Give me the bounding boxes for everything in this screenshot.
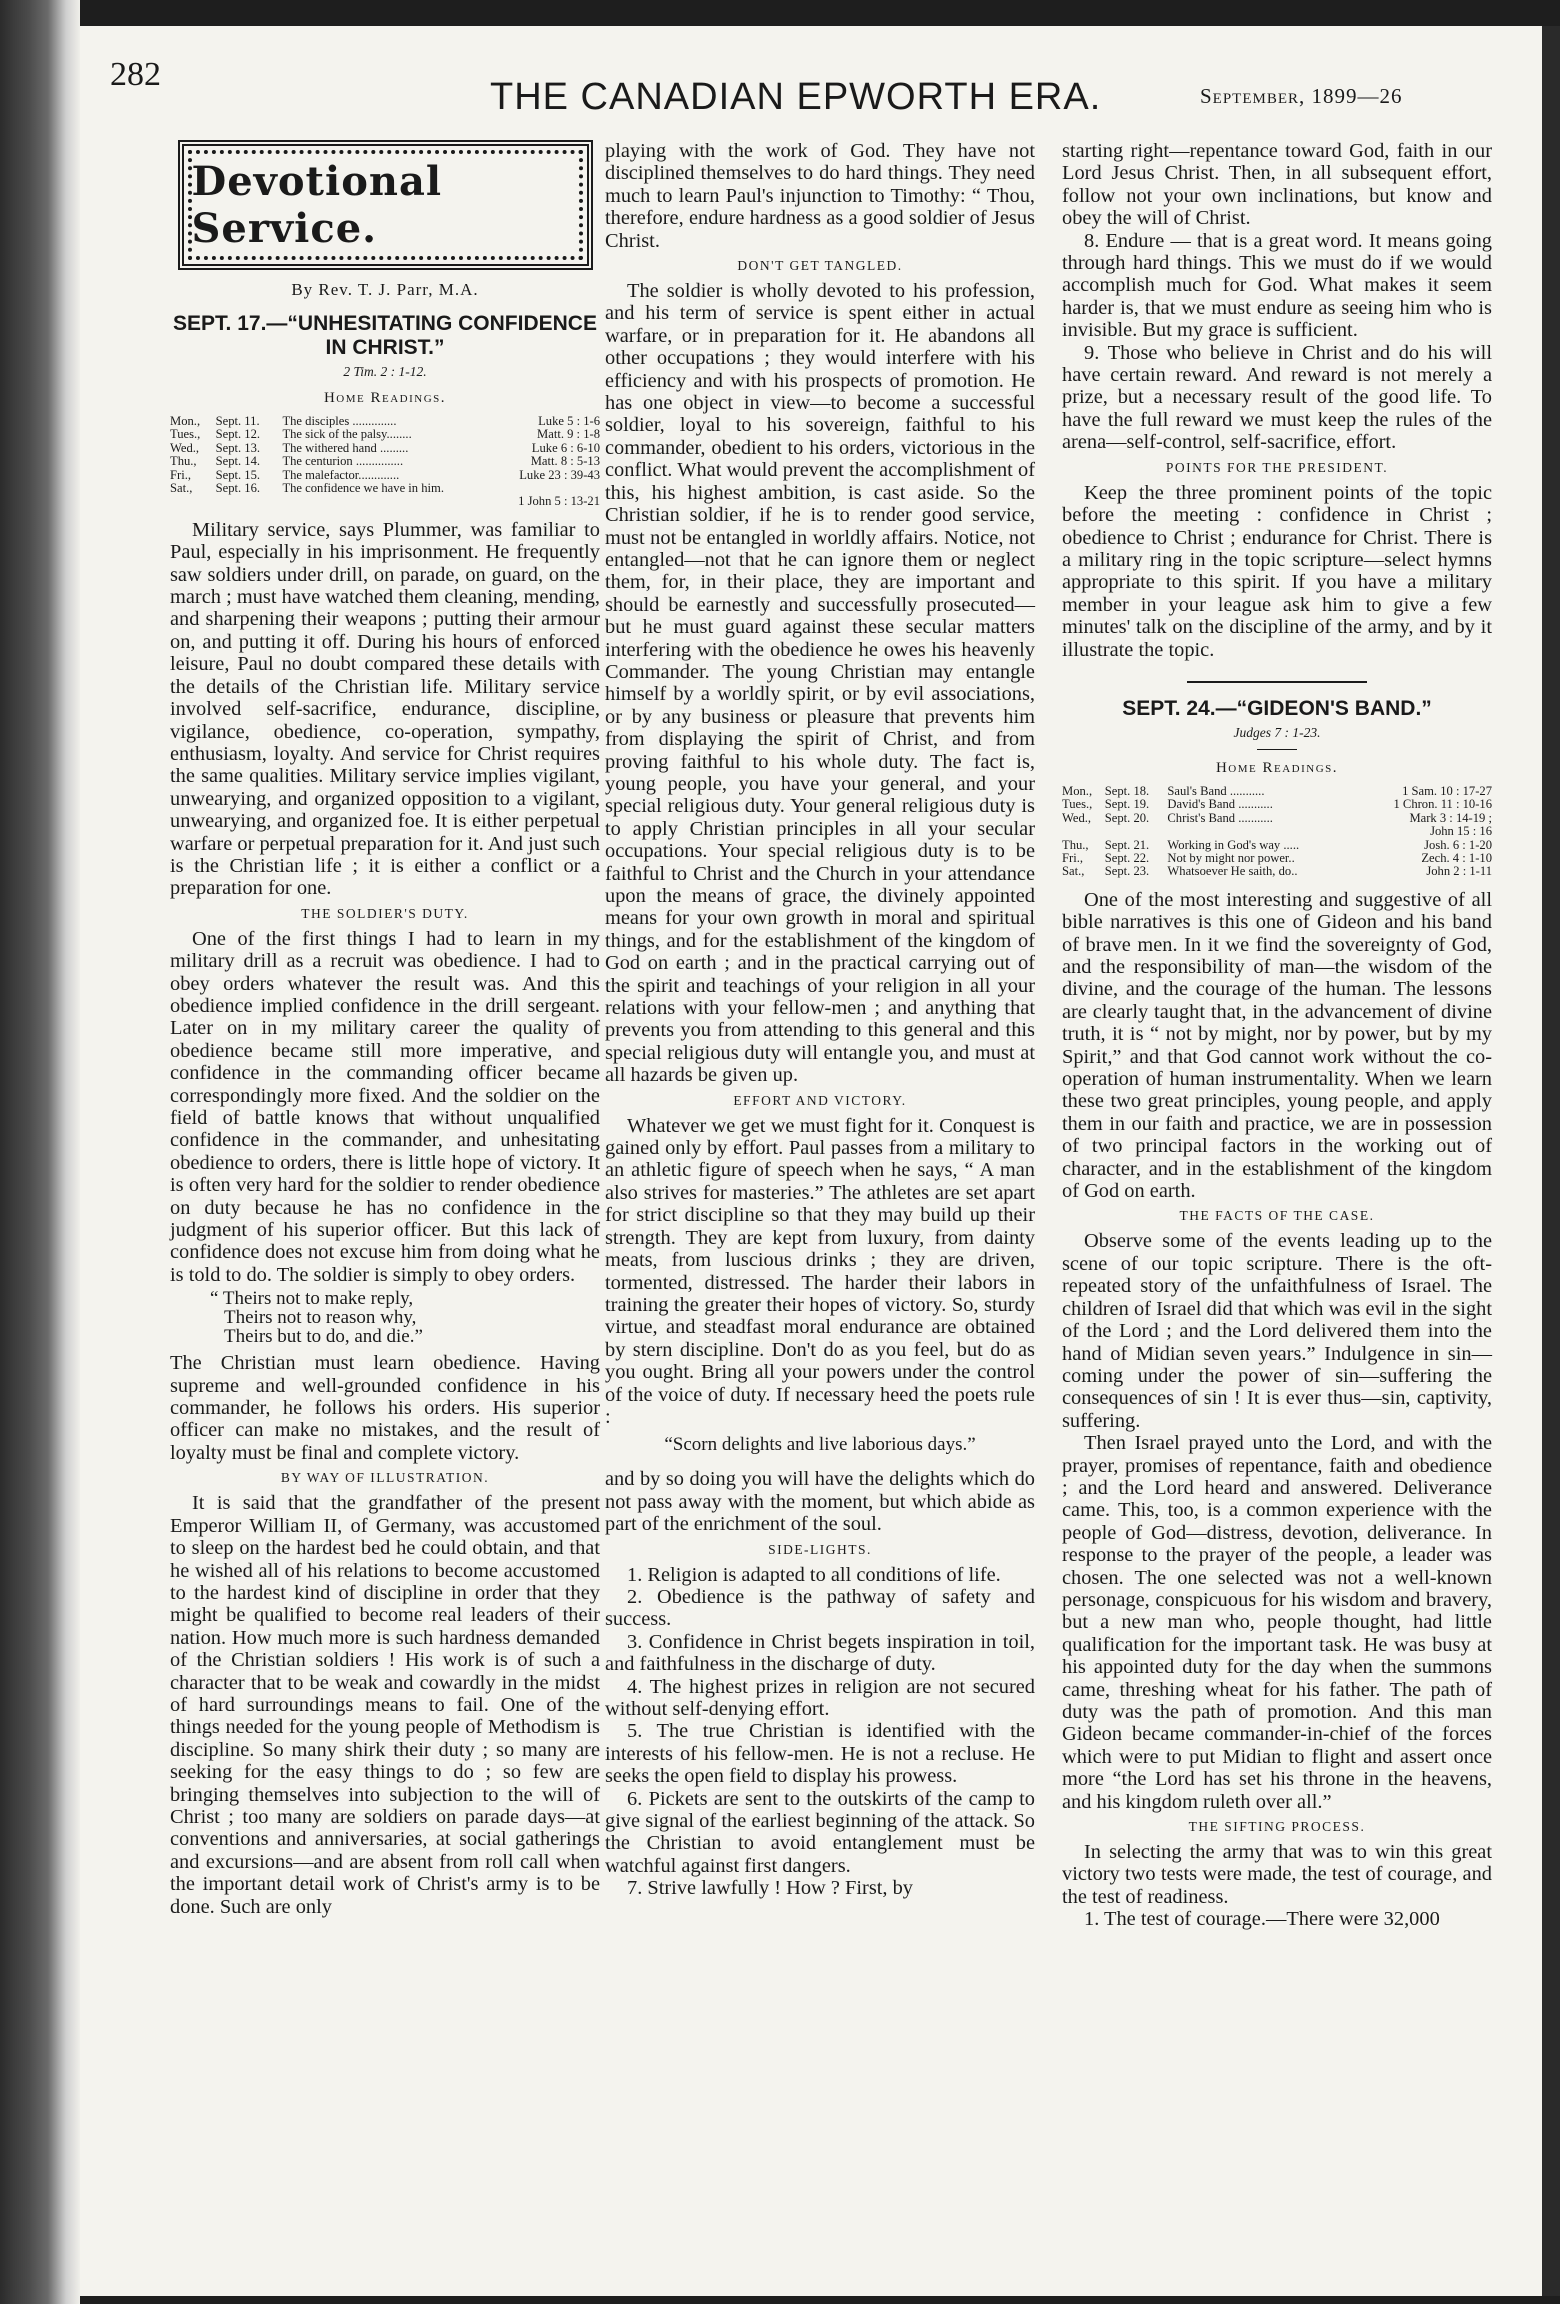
reading-row: Wed., Sept. 13. The withered hand ......... Luke 6 : 6-10 xyxy=(170,440,600,455)
subheading: BY WAY OF ILLUSTRATION. xyxy=(280,1470,490,1486)
verse-line: “ Theirs not to make reply, xyxy=(210,1288,414,1310)
reading-row: Thu., Sept. 14. The centurion ............... Matt. 8 : 5-13 xyxy=(170,454,600,469)
side-light-item: 6. Pickets are sent to the outskirts of the camp to give signal of the earliest beginning of the attack. So the Christian to avoid entanglement must be watchful against first dangers. xyxy=(605,1787,1035,1877)
home-readings-table xyxy=(1062,785,1492,879)
side-light-item: 2. Obedience is the pathway of safety and success. xyxy=(605,1585,1035,1631)
subheading: EFFORT AND VICTORY. xyxy=(733,1092,907,1108)
paragraph: The soldier is wholly devoted to his profession, and his term of service is spent either in actual warfare, or in preparation for it. He abandons all other occupations ; they would interfere with his efficiency and with his prospects of promotion. He has one object in view—to become a successful soldier, loyal to his sovereign, faithful to his commander, obedient to his orders, victorious in the conflict. What would prevent the accomplishment of this, his highest ambition, is cast aside. So the Christian soldier, if he is to render good service, must not be entangled in worldly affairs. Notice, not entangled—not that he can ignore them or neglect them, for, in their place, they are important and should be earnestly and successfully prosecuted—but he must guard against these secular matters interfering with the obedience he owes his heavenly Commander. The young Christian may entangle himself by a worldly spirit, or by evil associations, or by any business or pleasure that prevents him from displaying the spirit of Christ, and from proving faithful to his whole duty. The fact is, young people, you have your general, and your special religious duty. Your general religious duty is to apply Christian principles in all your secular occupations. Your special religious duty is to be faithful to Christ and the Church in your attendance upon the means of grace, the divinely appointed means for your own growth in moral and spiritual things, and for the establishment of the kingdom of God on earth ; and in the practical carrying out of the spirit and teachings of your religion in all your relations with your fellow-men ; and anything that prevents you from attending to this general and this special religious duty will entangle you, and must at all hazards be given up. xyxy=(605,280,1035,1087)
reading-row: Mon., Sept. 11. The disciples .............. Luke 5 : 1-6 xyxy=(170,414,600,428)
side-light-item: 7. Strive lawfully ! How ? First, by xyxy=(627,1877,914,1900)
devotional-service-box xyxy=(178,140,593,270)
masthead: THE CANADIAN EPWORTH ERA. xyxy=(490,76,1102,118)
paragraph: Observe some of the events leading up to the scene of our topic scripture. There is the oft-repeated story of the unfaithfulness of Israel. The children of Israel did that which was evil in the sight of the Lord ; and the Lord delivered them into the hand of Midian seven years.” Indulgence in sin—coming under the power of sin—suffering the consequences of sin ! It is ever thus—sin, captivity, suffering. xyxy=(1062,1230,1492,1432)
paragraph: 8. Endure — that is a great word. It means going through hard things. This we must do if we would accomplish much for God. What makes it seem harder is, that we must endure as seeing him who is invisible. But my grace is sufficient. xyxy=(1062,229,1492,342)
page-number: 282 xyxy=(110,56,161,93)
side-light-item: 3. Confidence in Christ begets inspiration in toil, and faithfulness in the discharge of duty. xyxy=(605,1630,1035,1676)
section-divider xyxy=(1187,681,1367,683)
short-rule xyxy=(1257,749,1297,750)
reading-row: Sat., Sept. 23. Whatsoever He saith, do.. John 2 : 1-11 xyxy=(1062,864,1492,879)
column-2 xyxy=(605,140,1035,1900)
reading-row: Tues., Sept. 12. The sick of the palsy........ Matt. 9 : 1-8 xyxy=(170,427,600,442)
dateline: September, 1899—26 xyxy=(1200,84,1403,108)
side-light-item: 4. The highest prizes in religion are not secured without self-denying effort. xyxy=(605,1675,1035,1720)
verse-line: Theirs not to reason why, xyxy=(224,1307,417,1329)
paragraph: starting right—repentance toward God, faith in our Lord Jesus Christ. Then, in all subsequent effort, follow not your own inclinations, but know and obey the will of Christ. xyxy=(1062,140,1492,230)
paragraph: playing with the work of God. They have not disciplined themselves to do hard things. They need much to learn Paul's injunction to Timothy: “ Thou, therefore, endure hardness as a good soldier of Jesus Christ. xyxy=(605,140,1035,252)
home-readings-title: Home Readings. xyxy=(1215,759,1339,776)
column-3 xyxy=(1062,140,1492,1931)
subheading: THE SIFTING PROCESS. xyxy=(1188,1819,1366,1835)
reading-row: Wed., Sept. 20. Christ's Band ........... Mark 3 : 14-19 ; xyxy=(1062,810,1492,825)
paragraph: Keep the three prominent points of the topic before the meeting : confidence in Christ ; obedience to Christ ; endurance for Christ. There is a military ring in the topic scripture—select hymns appropriate to this spirit. If you have a military member in your league ask him to give a few minutes' talk on the discipline of the army, and by it illustrate the topic. xyxy=(1062,481,1492,661)
reading-row: Thu., Sept. 21. Working in God's way ..... Josh. 6 : 1-20 xyxy=(1062,837,1492,852)
subheading: POINTS FOR THE PRESIDENT. xyxy=(1165,459,1389,475)
paragraph: The Christian must learn obedience. Having supreme and well-grounded confidence in his commander, he follows his orders. His superior officer can make no mistakes, and the result of loyalty must be final and complete victory. xyxy=(170,1352,600,1464)
column-1 xyxy=(170,140,600,1918)
page-edge xyxy=(1542,26,1560,2296)
paragraph: Military service, says Plummer, was familiar to Paul, especially in his imprisonment. He frequently saw soldiers under drill, on parade, on guard, on the march ; must have watched them cleaning, mending, and sharpening their weapons ; putting their armour on, and putting it off. During his hours of enforced leisure, Paul no doubt compared these details with the details of the Christian life. Military service involved self-sacrifice, endurance, discipline, vigilance, obedience, co-operation, sympathy, enthusiasm, loyalty. And service for Christ requires the same qualities. Military service implies vigilant, unwearying, and organized opposition to a vigilant, unwearying, and organized foe. It is either perpetual warfare or perpetual preparation for it. And just such is the Christian life ; it is either a conflict or a preparation for one. xyxy=(170,518,600,900)
scripture-reference: 2 Tim. 2 : 1-12. xyxy=(343,364,427,379)
subheading: SIDE-LIGHTS. xyxy=(768,1541,872,1557)
byline: By Rev. T. J. Parr, M.A. xyxy=(291,280,479,299)
reading-row: Fri., Sept. 15. The malefactor............. Luke 23 : 39-43 xyxy=(170,467,600,482)
paragraph: 1. The test of courage.—There were 32,000 xyxy=(1084,1908,1440,1931)
poet-quote: “Scorn delights and live laborious days.” xyxy=(664,1434,976,1456)
subheading: THE SOLDIER'S DUTY. xyxy=(301,905,469,921)
subheading: THE FACTS OF THE CASE. xyxy=(1179,1208,1375,1224)
topic-heading: SEPT. 17.—“UNHESITATING CONFIDENCE IN CHRIST.” xyxy=(173,312,597,359)
home-readings-title: Home Readings. xyxy=(323,390,447,406)
side-light-item: 5. The true Christian is identified with the interests of his fellow-men. He is not a recluse. He seeks the open field to display his prowess. xyxy=(605,1720,1035,1788)
scripture-reference: Judges 7 : 1-23. xyxy=(1233,724,1321,740)
paragraph: In selecting the army that was to win this great victory two tests were made, the test of courage, and the test of readiness. xyxy=(1062,1841,1492,1908)
side-light-item: 1. Religion is adapted to all conditions of life. xyxy=(627,1563,1001,1586)
subheading: DON'T GET TANGLED. xyxy=(737,258,903,274)
book-binding xyxy=(0,0,80,2304)
reading-row: Mon., Sept. 18. Saul's Band ........... 1 Sam. 10 : 17-27 xyxy=(1062,783,1492,798)
reading-row: Tues., Sept. 19. David's Band ........... 1 Chron. 11 : 10-16 xyxy=(1062,797,1492,812)
verse-line: Theirs but to do, and die.” xyxy=(224,1326,423,1348)
reading-row: John 15 : 16 xyxy=(1430,824,1492,839)
paragraph: and by so doing you will have the delights which do not pass away with the moment, but which abide as part of the enrichment of the soul. xyxy=(605,1468,1035,1536)
verse-quote xyxy=(210,1289,600,1346)
paragraph: It is said that the grandfather of the present Emperor William II, of Germany, was accustomed to sleep on the hardest bed he could obtain, and that he wished all of his relations to become accustomed to the hardest kind of discipline in order that they might be qualified to become real leaders of their nation. How much more is such hardness demanded of the Christian soldiers ! His work is of such a character that to be weak and cowardly in the midst of hard surroundings means to fail. One of the things needed for the young people of Methodism is discipline. So many shirk their duty ; so many are seeking for the easy things to do ; so few are bringing themselves into subjection to the will of Christ ; too many are soldiers on parade days—at conventions and anniversaries, at social gatherings and excursions—and are absent from roll call when the important detail work of Christ's army is to be done. Such are only xyxy=(170,1492,600,1918)
home-readings-table xyxy=(170,415,600,509)
reading-row: Fri., Sept. 22. Not by might nor power.. Zech. 4 : 1-10 xyxy=(1062,850,1492,865)
paragraph: One of the first things I had to learn in my military drill as a recruit was obedience. I had to obey orders whatever the result was. And this obedience implied confidence in the drill sergeant. Later on in my military career the quality of obedience became still more imperative, and confidence in the commanding officer became correspondingly more fixed. And the soldier on the field of battle knows that without unqualified confidence in the commander, and unhesitating obedience to orders, there is little hope of victory. It is often very hard for the soldier to render obedience on duty because he has no confidence in the judgment of his superior officer. But this lack of confidence does not excuse him from doing what he is told to do. The soldier is simply to obey orders. xyxy=(170,927,600,1286)
topic-heading: SEPT. 24.—“GIDEON'S BAND.” xyxy=(1122,696,1432,720)
paragraph: Then Israel prayed unto the Lord, and with the prayer, promises of repentance, faith and obedience ; and the Lord heard and answered. Deliverance came. This, too, is a common experience with the people of God—distress, devotion, deliverance. In response to the prayer of the people, a leader was chosen. The one selected was not a well-known personage, conspicuous for his wisdom and bravery, but a new man who, people thought, had little qualification for the important task. He was busy at his appointed duty for the day when the summons came, threshing wheat for his father. The path of duty was the path of promotion. And this man Gideon became commander-in-chief of the forces which were to put Midian to flight and assert once more “the Lord has set his throne in the heavens, and his kingdom ruleth over all.” xyxy=(1062,1432,1492,1813)
paragraph: One of the most interesting and suggestive of all bible narratives is this one of Gideon and his band of brave men. In it we find the sovereignty of God, and the responsibility of man—the wisdom of the divine, and the courage of the human. The lessons are clearly taught that, in the advancement of divine truth, it is “ not by might, nor by power, but by my Spirit,” and that God cannot work without the co-operation of human instrumentality. When we learn these two great principles, young people, and apply them in our faith and practice, we are in possession of two principal factors in the working out of character, and in the establishment of the kingdom of God on earth. xyxy=(1062,888,1492,1203)
reading-row: Sat., Sept. 16. The confidence we have in him. xyxy=(170,481,444,496)
reading-row: 1 John 5 : 13-21 xyxy=(518,494,600,509)
section-title: Devotional Service. xyxy=(191,158,443,252)
paragraph: Whatever we get we must fight for it. Conquest is gained only by effort. Paul passes from a military to an athletic figure of speech when he says, “ A man also strives for masteries.” The athletes are set apart for strict discipline so that they may build up their strength. They are kept from luxury, from dainty meats, from luscious drinks ; they are driven, tormented, distressed. The harder their labors in training the greater their hopes of victory. So, sturdy virtue, and steadfast moral endurance are obtained by stern discipline. Don't do as you feel, but do as you ought. Bring all your powers under the control of the voice of duty. If necessary heed the poets rule : xyxy=(605,1114,1035,1428)
paragraph: 9. Those who believe in Christ and do his will have certain reward. And reward is not merely a prize, but a necessary result of the good life. To have the full reward we must keep the rules of the arena—self-control, self-sacrifice, effort. xyxy=(1062,341,1492,454)
